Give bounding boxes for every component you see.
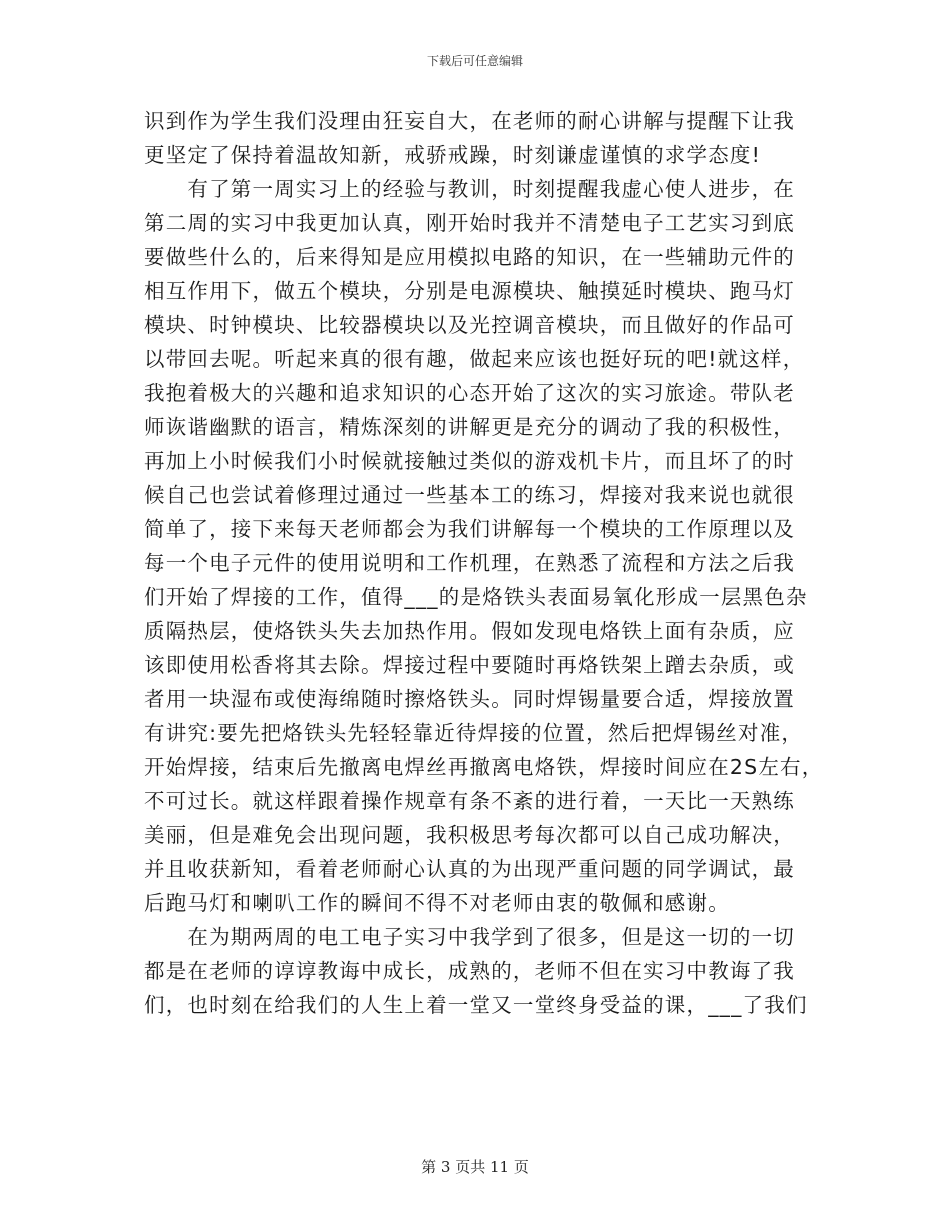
text-line: 相互作用下，做五个模块，分别是电源模块、触摸延时模块、跑马灯	[144, 279, 795, 303]
text-line: 师诙谐幽默的语言，精炼深刻的讲解更是充分的调动了我的积极性，	[144, 415, 795, 439]
text-line: 每一个电子元件的使用说明和工作机理，在熟悉了流程和方法之后我	[144, 551, 795, 575]
text-line: 们，也时刻在给我们的人生上着一堂又一堂终身受益的课，___了我们	[144, 993, 808, 1017]
text-line: 模块、时钟模块、比较器模块以及光控调音模块，而且做好的作品可	[144, 313, 795, 337]
text-line: 都是在老师的谆谆教诲中成长，成熟的，老师不但在实习中教诲了我	[144, 959, 795, 983]
text-line: 要做些什么的，后来得知是应用模拟电路的知识，在一些辅助元件的	[144, 245, 795, 269]
text-line: 我抱着极大的兴趣和追求知识的心态开始了这次的实习旅途。带队老	[144, 381, 795, 405]
text-line: 有了第一周实习上的经验与教训，时刻提醒我虚心使人进步，在	[144, 177, 795, 201]
text-line: 有讲究:要先把烙铁头先轻轻靠近待焊接的位置，然后把焊锡丝对准，	[144, 721, 804, 745]
text-line: 者用一块湿布或使海绵随时擦烙铁头。同时焊锡量要合适，焊接放置	[144, 687, 795, 711]
text-line: 不可过长。就这样跟着操作规章有条不紊的进行着，一天比一天熟练	[144, 789, 795, 813]
text-line: 第二周的实习中我更加认真，刚开始时我并不清楚电子工艺实习到底	[144, 211, 795, 235]
page-number: 第 3 页共 11 页	[421, 1158, 529, 1176]
text-line: 并且收获新知，看着老师耐心认真的为出现严重问题的同学调试，最	[144, 857, 795, 881]
text-line: 该即使用松香将其去除。焊接过程中要随时再烙铁架上蹭去杂质，或	[144, 653, 795, 677]
text-line: 开始焊接，结束后先撤离电焊丝再撤离电烙铁，焊接时间应在2S左右，	[144, 755, 824, 779]
text-line: 后跑马灯和喇叭工作的瞬间不得不对老师由衷的敬佩和感谢。	[144, 891, 730, 915]
text-line: 们开始了焊接的工作，值得___的是烙铁头表面易氧化形成一层黑色杂	[144, 585, 808, 609]
text-line: 再加上小时候我们小时候就接触过类似的游戏机卡片，而且坏了的时	[144, 449, 795, 473]
text-line: 简单了，接下来每天老师都会为我们讲解每一个模块的工作原理以及	[144, 517, 795, 541]
page-header: 下载后可任意编辑	[426, 54, 523, 68]
text-line: 在为期两周的电工电子实习中我学到了很多，但是这一切的一切	[144, 925, 795, 949]
text-line: 识到作为学生我们没理由狂妄自大，在老师的耐心讲解与提醒下让我	[144, 109, 795, 133]
text-line: 美丽，但是难免会出现问题，我积极思考每次都可以自己成功解决，	[144, 823, 795, 847]
text-line: 以带回去呢。听起来真的很有趣，做起来应该也挺好玩的吧!就这样，	[144, 347, 805, 371]
document-body	[144, 104, 824, 1022]
text-line: 更坚定了保持着温故知新，戒骄戒躁，时刻谦虚谨慎的求学态度!	[144, 143, 762, 167]
text-line: 候自己也尝试着修理过通过一些基本工的练习，焊接对我来说也就很	[144, 483, 795, 507]
text-line: 质隔热层，使烙铁头失去加热作用。假如发现电烙铁上面有杂质，应	[144, 619, 795, 643]
